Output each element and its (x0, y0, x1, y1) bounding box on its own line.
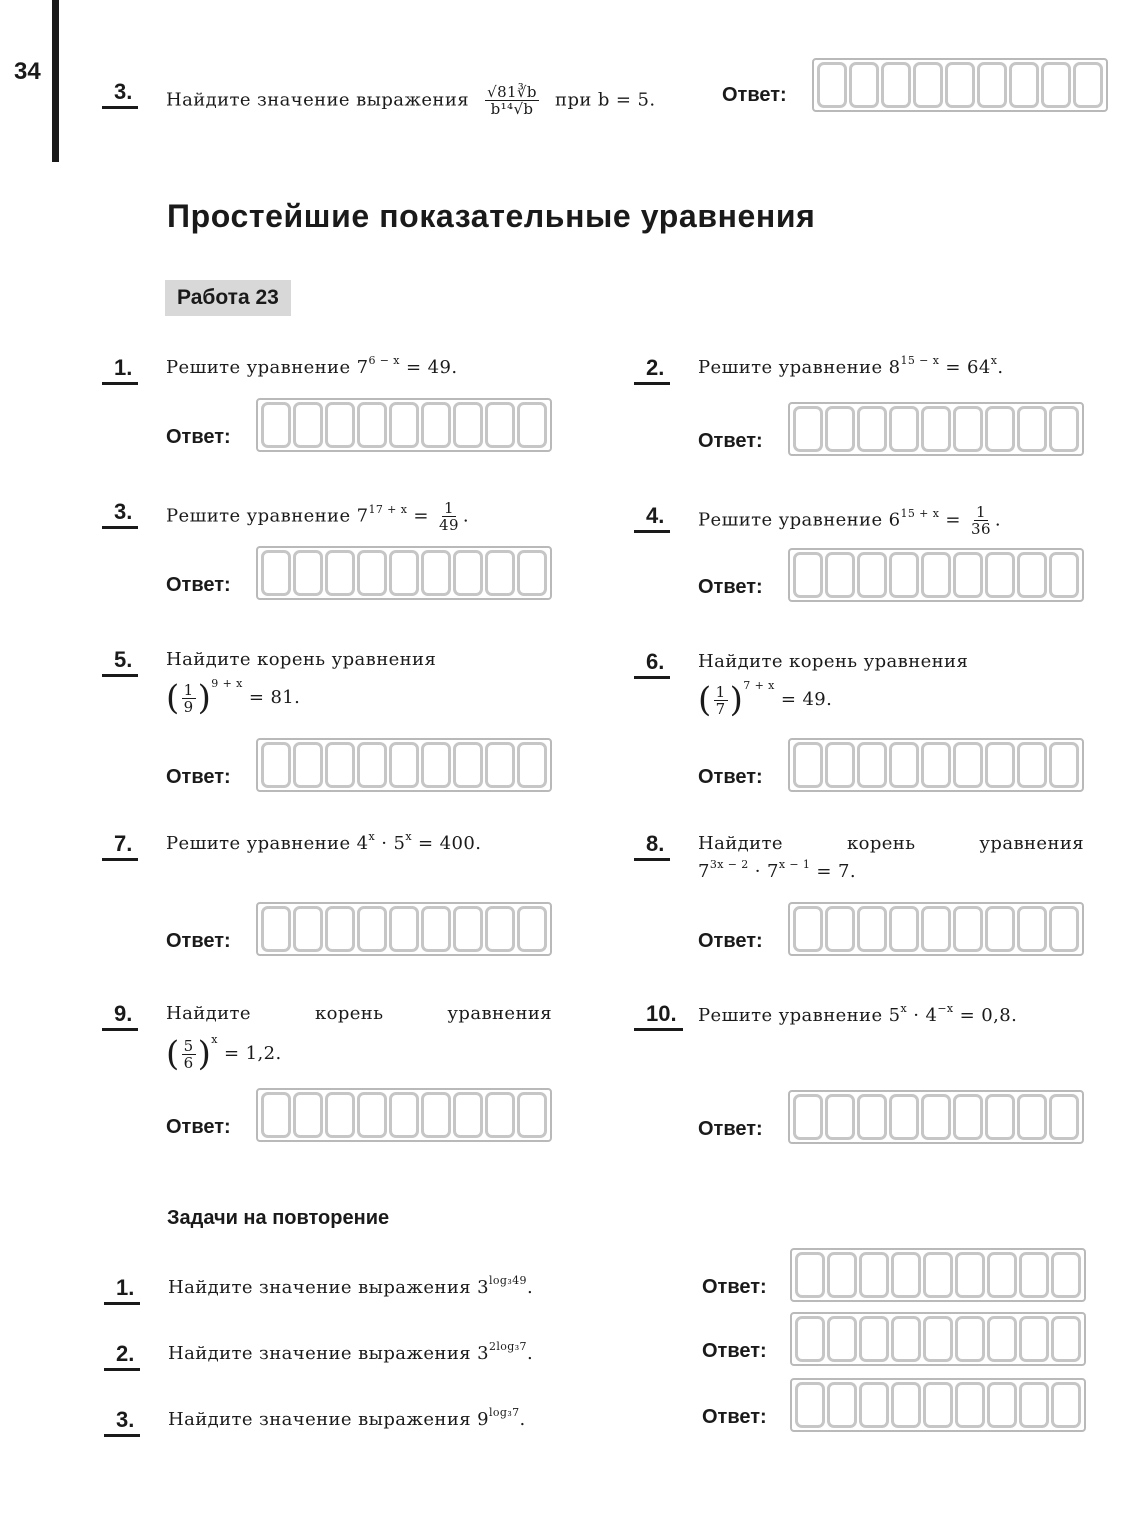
task-number: 6. (634, 650, 670, 679)
answer-label: Ответ: (698, 430, 763, 452)
answer-box[interactable] (256, 738, 552, 792)
answer-label: Ответ: (698, 576, 763, 598)
task-number: 2. (634, 356, 670, 385)
answer-label: Ответ: (166, 426, 231, 448)
answer-box[interactable] (812, 58, 1108, 112)
answer-box[interactable] (788, 902, 1084, 956)
task-10-text: Решите уравнение $5^x \cdot 4^{-x} = 0,8$. (698, 1002, 1018, 1026)
answer-label: Ответ: (722, 84, 787, 106)
task-number: 1. (104, 1276, 140, 1305)
answer-box[interactable] (788, 738, 1084, 792)
task-6-equation: ( $\frac{1}{7}$ )$^{7 + x}$ = 49. (698, 679, 833, 720)
work-badge: Работа 23 (165, 280, 291, 316)
answer-box[interactable] (256, 398, 552, 452)
answer-box[interactable] (788, 1090, 1084, 1144)
answer-box[interactable] (788, 548, 1084, 602)
answer-box[interactable] (256, 902, 552, 956)
task-number: 3. (102, 500, 138, 529)
answer-label: Ответ: (698, 930, 763, 952)
section-title: Простейшие показательные уравнения (167, 198, 816, 234)
task-number: 5. (102, 648, 138, 677)
task-number: 2. (104, 1342, 140, 1371)
answer-label: Ответ: (702, 1406, 767, 1428)
answer-box[interactable] (790, 1248, 1086, 1302)
task-4-text: Решите уравнение $6^{15 + x}$ = $\frac{1}{36}$ . (698, 503, 1002, 538)
answer-box[interactable] (256, 546, 552, 600)
review-heading: Задачи на повторение (167, 1207, 390, 1229)
review-task-3-text: Найдите значение выражения $9^{log_37}$. (168, 1406, 526, 1430)
task-8-equation: $7^{3x - 2} \cdot 7^{x - 1} = 7$. (698, 858, 857, 882)
task-number: 4. (634, 504, 670, 533)
task-5-text: Найдите корень уравнения (166, 649, 437, 670)
answer-label: Ответ: (702, 1276, 767, 1298)
task-3-text: Решите уравнение $7^{17 + x}$ = $\frac{1}{49}$ . (166, 499, 470, 534)
task-number: 3. (104, 1408, 140, 1437)
task-9-text: Найдите корень уравнения (166, 1003, 552, 1024)
task-number: 1. (102, 356, 138, 385)
task-number: 7. (102, 832, 138, 861)
task-number: 9. (102, 1002, 138, 1031)
task-number: 10. (634, 1002, 683, 1031)
answer-label: Ответ: (698, 766, 763, 788)
answer-label: Ответ: (166, 930, 231, 952)
task-7-text: Решите уравнение $4^x \cdot 5^x = 400$. (166, 830, 482, 854)
answer-label: Ответ: (166, 1116, 231, 1138)
task-number: 8. (634, 832, 670, 861)
task-9-equation: ( $\frac{5}{6}$ )$^x$ = 1,2. (166, 1033, 282, 1074)
answer-label: Ответ: (702, 1340, 767, 1362)
task-number: 3. (102, 80, 138, 109)
answer-box[interactable] (790, 1312, 1086, 1366)
answer-label: Ответ: (166, 766, 231, 788)
task-6-text: Найдите корень уравнения (698, 651, 969, 672)
answer-box[interactable] (790, 1378, 1086, 1432)
task-2-text: Решите уравнение $8^{15 - x} = 64^x$. (698, 354, 1004, 378)
task-5-equation: ( $\frac{1}{9}$ )$^{9 + x}$ = 81. (166, 677, 301, 718)
answer-box[interactable] (256, 1088, 552, 1142)
task-1-text: Решите уравнение $7^{6 - x} = 49$. (166, 354, 458, 378)
page-number: 34 (14, 58, 41, 85)
task-8-text: Найдите корень уравнения (698, 833, 1084, 854)
answer-box[interactable] (788, 402, 1084, 456)
answer-label: Ответ: (166, 574, 231, 596)
top-task-text: Найдите значение выражения $\frac{√81∛b}{\text{b¹⁴√b}}$ при b = 5. (166, 83, 656, 118)
page-margin-bar (52, 0, 59, 162)
answer-label: Ответ: (698, 1118, 763, 1140)
review-task-1-text: Найдите значение выражения $3^{log_349}$. (168, 1274, 534, 1298)
review-task-2-text: Найдите значение выражения $3^{2log_37}$. (168, 1340, 534, 1364)
